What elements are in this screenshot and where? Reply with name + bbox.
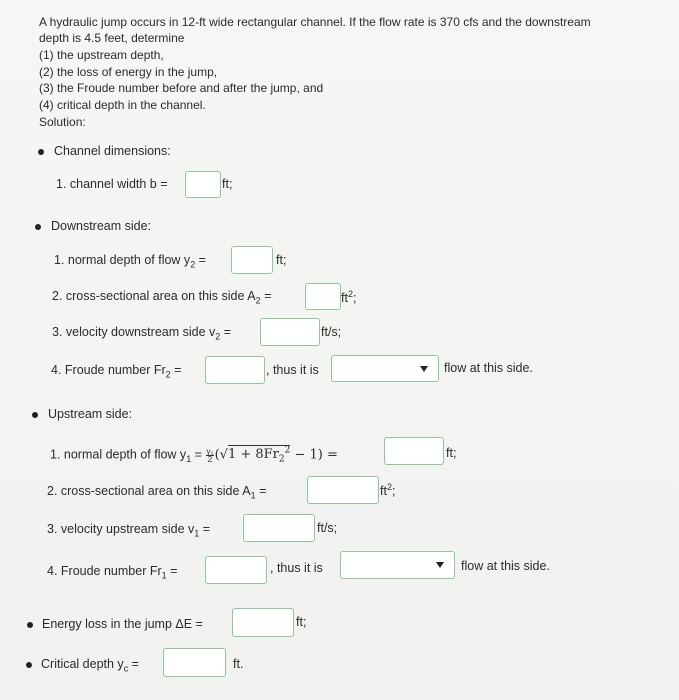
bullet — [26, 662, 32, 668]
downstream-flow-type-select[interactable] — [331, 355, 439, 382]
upstream-depth-unit: ft; — [446, 446, 457, 460]
critical-depth-label: Critical depth $y_c$ = — [41, 657, 139, 674]
downstream-velocity-unit: ft/s; — [321, 325, 342, 339]
upstream-velocity-input[interactable] — [243, 514, 315, 542]
downstream-thus: , thus it is — [266, 363, 319, 377]
channel-width-unit: ft; — [222, 177, 233, 191]
formula-fraction: $\frac{\text{y₂}}{2}$ — [206, 446, 214, 464]
channel-width-label: 1. channel width b = — [56, 177, 168, 191]
problem-item-4: (4) critical depth in the channel. — [39, 98, 206, 112]
solution-label: Solution: — [39, 115, 86, 129]
downstream-area-input[interactable] — [305, 283, 341, 310]
downstream-velocity-label: 3. velocity downstream side $v_2$ = — [52, 325, 232, 342]
upstream-thus: , thus it is — [270, 561, 323, 575]
upstream-flow-text: flow at this side. — [461, 559, 550, 573]
problem-line-2: depth is 4.5 feet, determine — [39, 31, 185, 45]
upstream-froude-label: 4. Froude number $Fr_1$ = — [47, 564, 178, 581]
bullet — [38, 149, 44, 155]
downstream-area-unit: $ft^2$; — [341, 289, 357, 306]
downstream-froude-input[interactable] — [205, 356, 265, 384]
downstream-depth-label: 1. normal depth of flow $y_2$ = — [54, 253, 206, 270]
downstream-area-label: 2. cross-sectional area on this side $A_2$ = — [52, 289, 272, 306]
bullet — [32, 412, 38, 418]
problem-item-2: (2) the loss of energy in the jump, — [39, 65, 218, 79]
upstream-velocity-unit: ft/s; — [317, 521, 338, 535]
downstream-depth-input[interactable] — [231, 246, 273, 274]
downstream-depth-unit: ft; — [276, 253, 287, 267]
upstream-heading: Upstream side: — [48, 407, 133, 421]
upstream-area-unit: $ft^2$; — [380, 482, 396, 499]
channel-width-input[interactable] — [185, 171, 221, 198]
upstream-area-input[interactable] — [307, 476, 379, 504]
downstream-velocity-input[interactable] — [260, 318, 320, 346]
energy-loss-input[interactable] — [232, 608, 294, 637]
channel-heading: Channel dimensions: — [54, 144, 171, 158]
energy-loss-unit: ft; — [296, 615, 307, 629]
upstream-depth-input[interactable] — [384, 437, 444, 465]
bullet — [35, 224, 41, 230]
downstream-flow-text: flow at this side. — [444, 361, 533, 375]
problem-item-3: (3) the Froude number before and after the jump, and — [39, 81, 324, 95]
upstream-area-label: 2. cross-sectional area on this side $A_1$ = — [47, 484, 267, 501]
energy-loss-label: Energy loss in the jump ΔE = — [42, 617, 203, 631]
bullet — [27, 622, 33, 628]
upstream-froude-input[interactable] — [205, 556, 267, 584]
downstream-froude-label: 4. Froude number $Fr_2$ = — [51, 363, 182, 380]
upstream-flow-type-select[interactable] — [340, 551, 455, 579]
downstream-heading: Downstream side: — [51, 219, 152, 233]
upstream-velocity-label: 3. velocity upstream side $v_1$ = — [47, 522, 211, 539]
critical-depth-input[interactable] — [163, 648, 226, 677]
chevron-down-icon — [436, 562, 444, 568]
upstream-depth-label: 1. normal depth of flow $y_1$ = $\frac{\text{y₂}}{2}$ $(√1 + 8Fr_2^2 - 1)$ = — [50, 446, 338, 465]
problem-line-1: A hydraulic jump occurs in 12-ft wide rectangular channel. If the flow rate is 370 cfs and the downstream — [39, 15, 591, 29]
problem-item-1: (1) the upstream depth, — [39, 48, 164, 62]
chevron-down-icon — [420, 366, 428, 372]
critical-depth-unit: ft. — [233, 657, 244, 671]
